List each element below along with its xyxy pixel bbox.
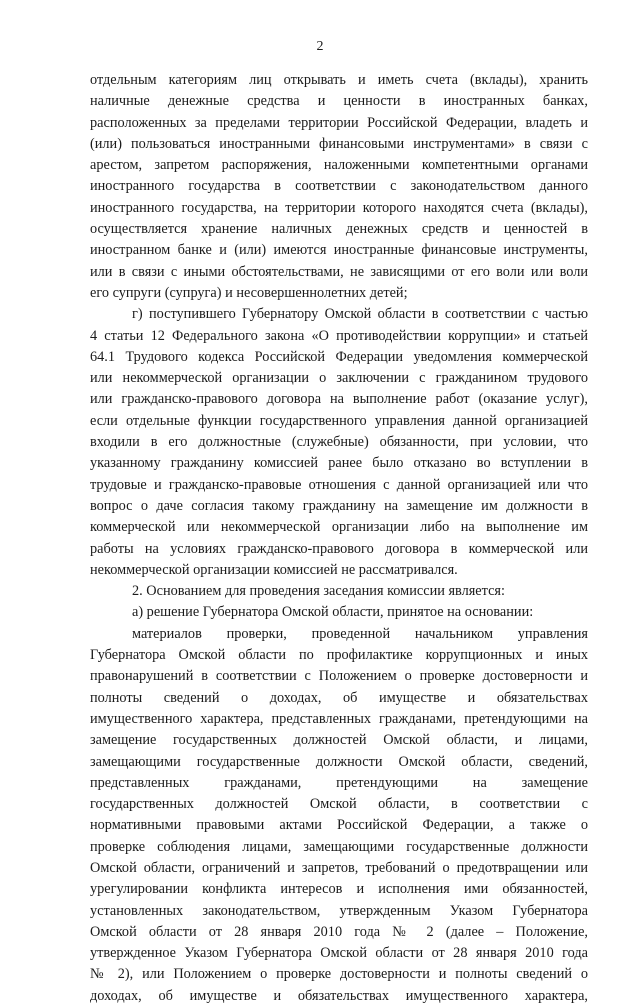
text-line: материалов проверки, проведенной начальником управления bbox=[132, 625, 588, 642]
text-line: наличные денежные средства и ценности в иностранных банках, bbox=[90, 93, 588, 110]
text-line: (или) пользоваться иностранными финансовыми инструментами» в связи с bbox=[90, 135, 588, 152]
text-line: 4 статьи 12 Федерального закона «О противодействии коррупции» и статьей bbox=[90, 327, 588, 344]
text-line: некоммерческой организации комиссией не рассматривался. bbox=[90, 561, 458, 578]
text-line: государственных должностей Омской области, в соответствии с bbox=[90, 796, 588, 813]
text-line: вопрос о даче согласия такому гражданину на замещение им должности в bbox=[90, 497, 588, 514]
text-line: иностранного государства, на территории которого находятся счета (вклады), bbox=[90, 199, 588, 216]
text-line: работы на условиях гражданско-правового договора в коммерческой или bbox=[90, 540, 588, 557]
text-line: имущественного характера, представленных гражданами, претендующими на bbox=[90, 710, 588, 727]
text-line: его супруги (супруга) и несовершеннолетних детей; bbox=[90, 284, 408, 301]
text-line: расположенных за пределами территории Российской Федерации, владеть и bbox=[90, 114, 588, 131]
text-line: урегулировании конфликта интересов и исполнения ими обязанностей, bbox=[90, 881, 588, 898]
text-line: представленных гражданами, претендующими на замещение bbox=[90, 774, 588, 791]
text-line: Омской области, ограничений и запретов, требований о предотвращении или bbox=[90, 859, 588, 876]
text-line: 2. Основанием для проведения заседания комиссии является: bbox=[132, 583, 505, 600]
text-line: установленных законодательством, утвержденным Указом Губернатора bbox=[90, 902, 588, 919]
text-line: замещение государственных должностей Омской области, и лицами, bbox=[90, 732, 588, 749]
text-line: № 2), или Положением о проверке достоверности и полноты сведений о bbox=[90, 966, 588, 983]
text-line: правонарушений в соответствии с Положением о проверке достоверности и bbox=[90, 668, 588, 685]
text-line: Губернатора Омской области по профилактике коррупционных и иных bbox=[90, 647, 588, 664]
text-line: замещающими государственные должности Омской области, сведений, bbox=[90, 753, 588, 770]
text-line: доходах, об имуществе и обязательствах имущественного характера, bbox=[90, 987, 588, 1004]
text-line: отдельным категориям лиц открывать и иметь счета (вклады), хранить bbox=[90, 72, 588, 88]
text-line: иностранном банке и (или) имеются иностранные финансовые инструменты, bbox=[90, 242, 588, 259]
text-line: или гражданско-правового договора на выполнение работ (оказание услуг), bbox=[90, 391, 588, 408]
text-line: Омской области от 28 января 2010 года № 2 (далее – Положение, bbox=[90, 923, 588, 940]
text-line: арестом, запретом распоряжения, наложенными компетентными органами bbox=[90, 157, 588, 174]
text-line: указанному гражданину комиссией ранее было отказано во вступлении в bbox=[90, 455, 588, 472]
text-line: г) поступившего Губернатору Омской области в соответствии с частью bbox=[132, 306, 588, 323]
text-line: нормативными правовыми актами Российской Федерации, а также о bbox=[90, 817, 588, 834]
text-line: коммерческой или некоммерческой организации либо на выполнение им bbox=[90, 519, 588, 536]
text-line: трудовые и гражданско-правовые отношения с данной организацией или что bbox=[90, 476, 588, 493]
text-line: осуществляется хранение наличных денежных средств и ценностей в bbox=[90, 221, 588, 238]
text-line: или некоммерческой организации о заключении с гражданином трудового bbox=[90, 370, 588, 387]
document-body bbox=[90, 70, 588, 1007]
text-line: 64.1 Трудового кодекса Российской Федерации уведомления коммерческой bbox=[90, 348, 588, 365]
text-line: а) решение Губернатора Омской области, принятое на основании: bbox=[132, 604, 534, 621]
text-line: проверке соблюдения лицами, замещающими государственные должности bbox=[90, 838, 588, 855]
page-number: 2 bbox=[316, 39, 324, 54]
text-line: входили в его должностные (служебные) обязанности, при условии, что bbox=[90, 434, 588, 451]
text-line: полноты сведений о доходах, об имуществе и обязательствах bbox=[90, 689, 588, 706]
text-line: утвержденное Указом Губернатора Омской области от 28 января 2010 года bbox=[90, 945, 588, 962]
text-line: или в связи с иными обстоятельствами, не зависящими от его воли или воли bbox=[90, 263, 588, 280]
text-line: иностранного государства в соответствии с законодательством данного bbox=[90, 178, 588, 195]
text-line: если отдельные функции государственного управления данной организацией bbox=[90, 412, 588, 429]
